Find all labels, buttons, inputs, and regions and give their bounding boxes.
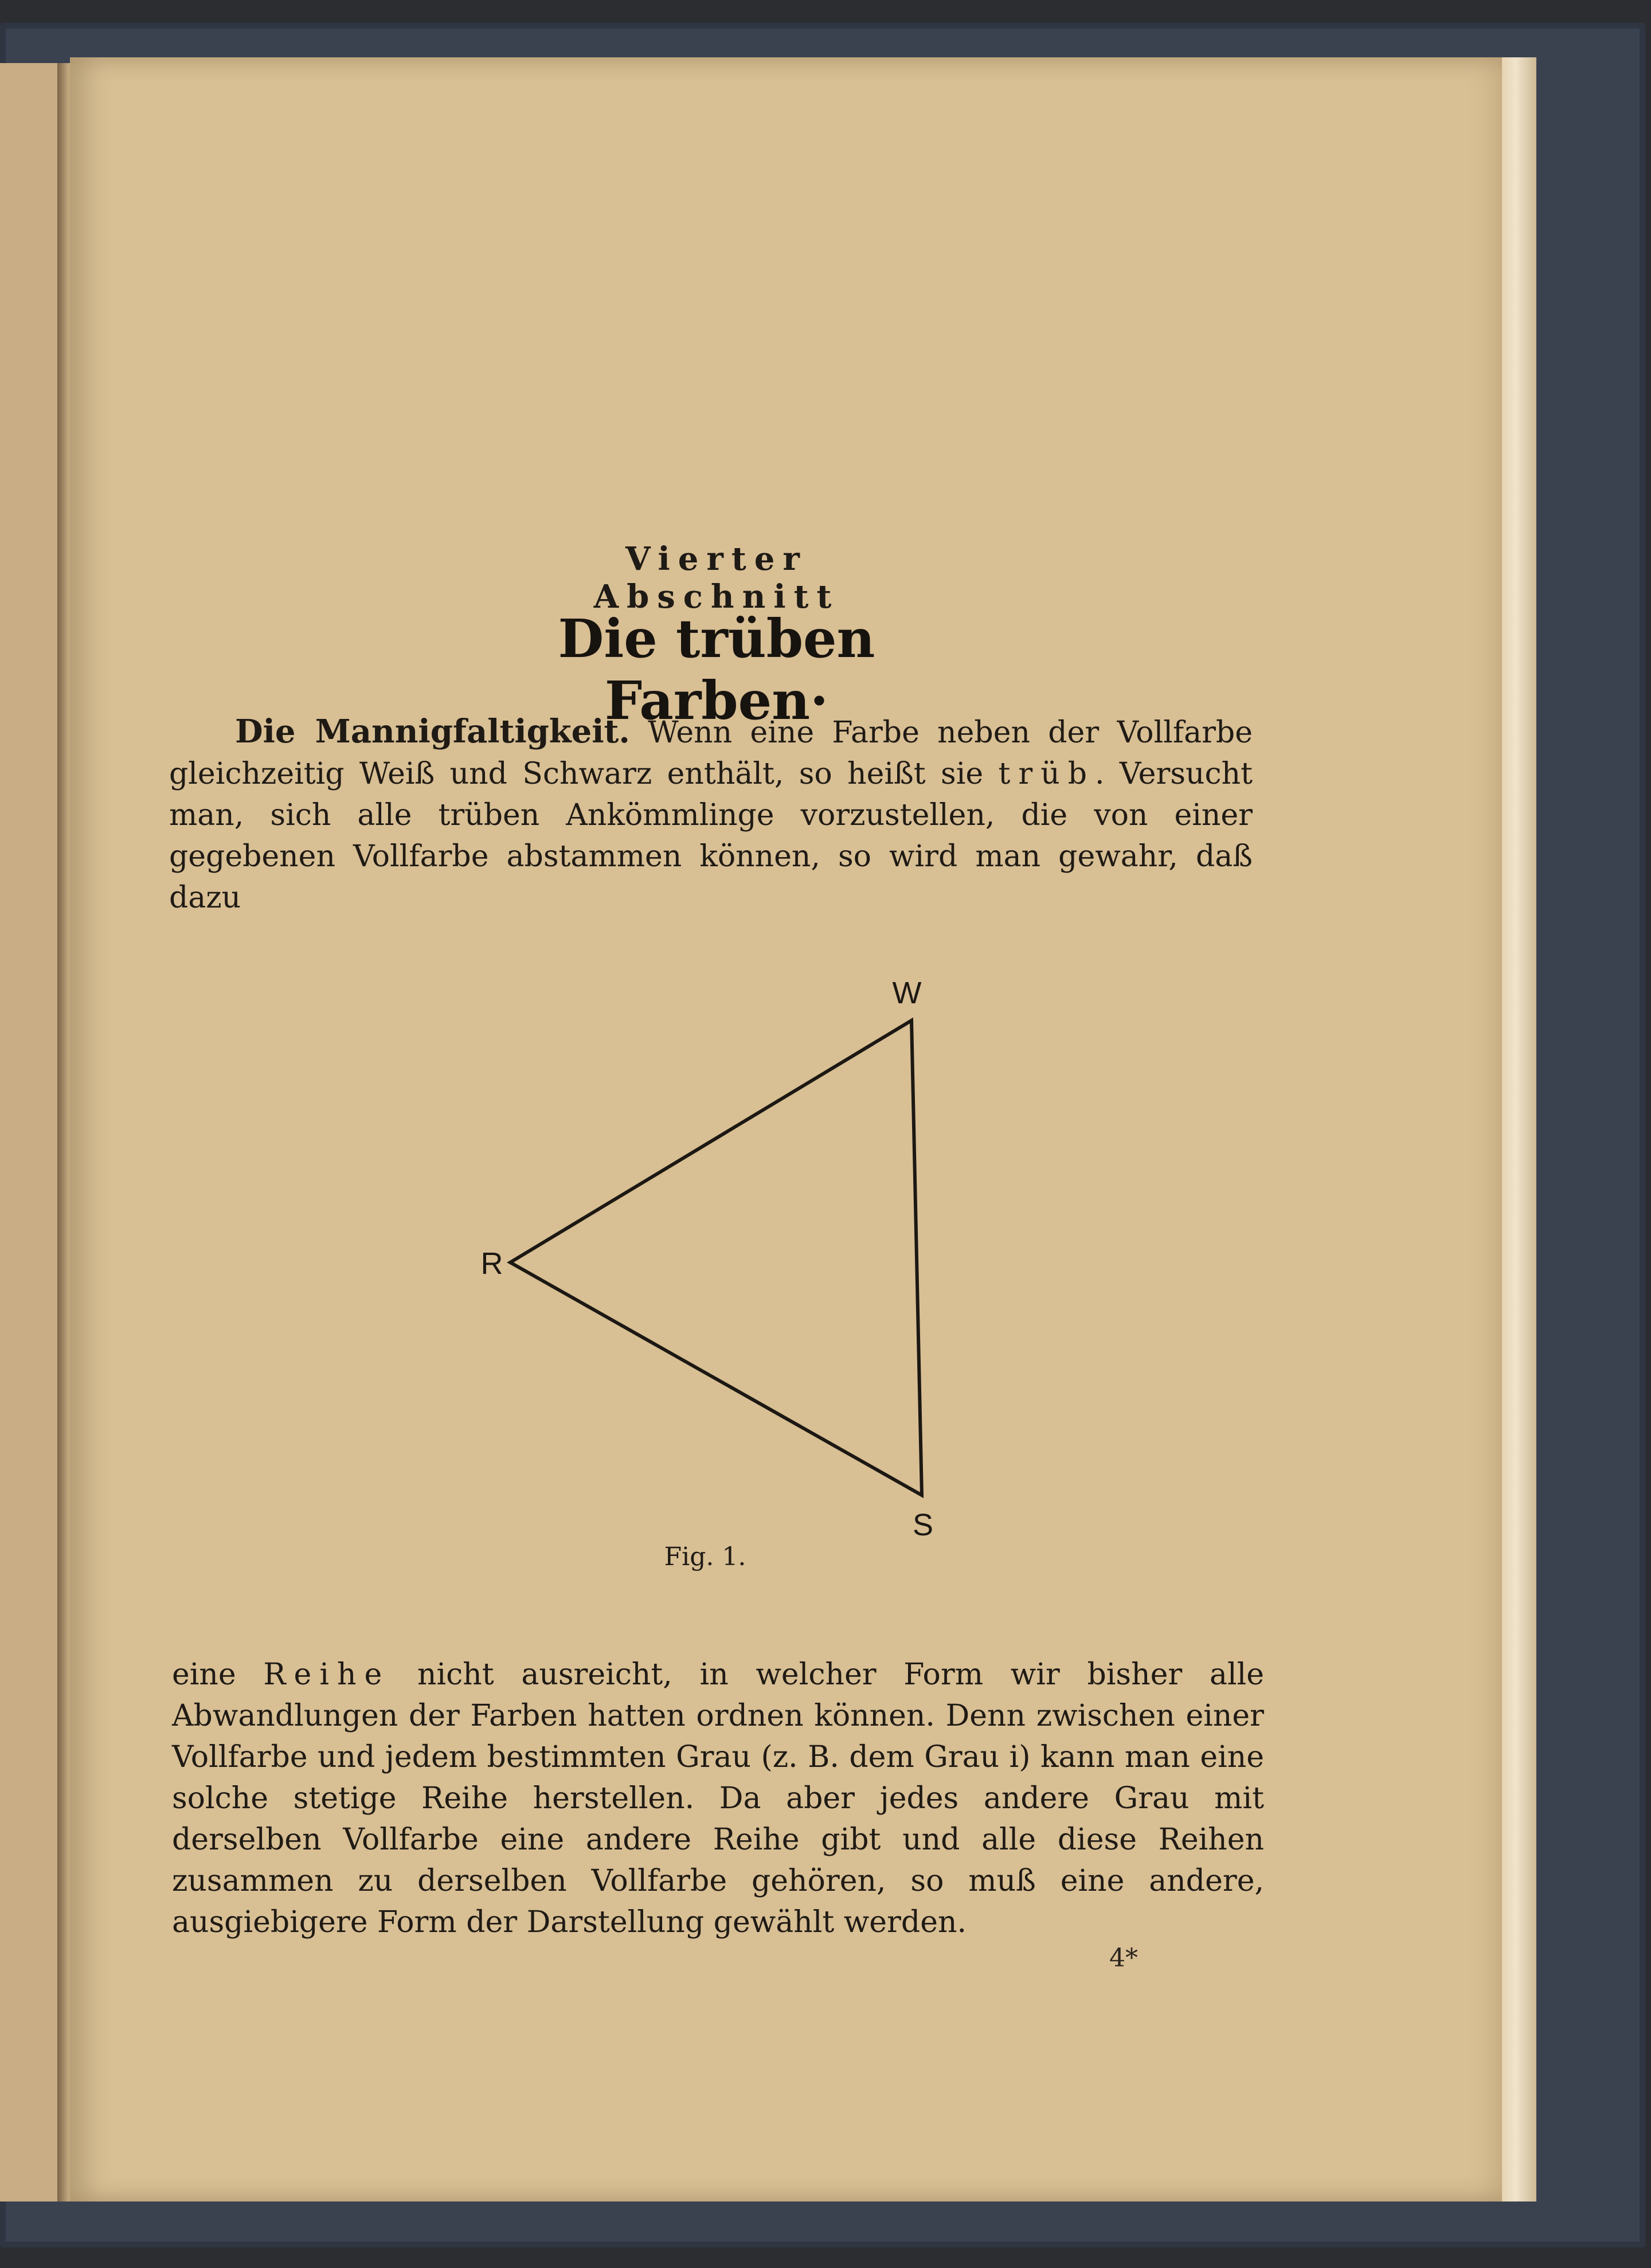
emphasis-reihe: Reihe bbox=[263, 1657, 390, 1692]
paragraph-lead: Die Mannigfaltigkeit. bbox=[235, 713, 630, 750]
page-stack-edge bbox=[1502, 57, 1536, 2201]
triangle-figure bbox=[470, 969, 975, 1554]
left-page-edge bbox=[0, 63, 66, 2201]
page-number: 4* bbox=[1109, 1944, 1138, 1973]
paragraph-1-text-b: . Versucht man, sich alle trüben Ankömmlinge vorzustellen, die von einer gegebenen Vollfarbe abstammen können, so wird man gewahr, daß dazu bbox=[169, 757, 1253, 915]
vertex-label-r: R bbox=[480, 1246, 503, 1281]
section-label: Vierter Abschnitt bbox=[593, 540, 840, 616]
figure-caption: Fig. 1. bbox=[664, 1542, 746, 1571]
paragraph-2-text-b: nicht ausreicht, in welcher Form wir bisher alle Abwandlungen der Farben hatten ordnen können. Denn zwischen einer Vollfarbe und jedem bestimmten Grau (z. B. dem Grau i) kann man eine solche stetige Reihe herstellen. Da aber jedes andere Grau mit derselben Vollfarbe eine andere Reihe gibt und alle diese Reihen zusammen zu derselben Vollfarbe gehören, so muß eine andere, ausgiebigere Form der Darstellung gewählt werden. bbox=[172, 1657, 1264, 1939]
paragraph-1 bbox=[169, 711, 1253, 918]
vertex-label-s: S bbox=[912, 1508, 934, 1542]
paragraph-2-text-a: eine bbox=[172, 1657, 264, 1692]
emphasis-trueb: trüb bbox=[998, 757, 1095, 791]
paragraph-2 bbox=[172, 1654, 1264, 1943]
chapter-title: Die trüben Farben· bbox=[558, 608, 875, 732]
triangle-wrs bbox=[510, 1020, 922, 1495]
paragraph-1-text-a: Wenn eine Farbe neben der Vollfarbe gleichzeitig Weiß und Schwarz enthält, so heißt sie bbox=[169, 715, 1253, 791]
vertex-label-w: W bbox=[892, 976, 922, 1010]
